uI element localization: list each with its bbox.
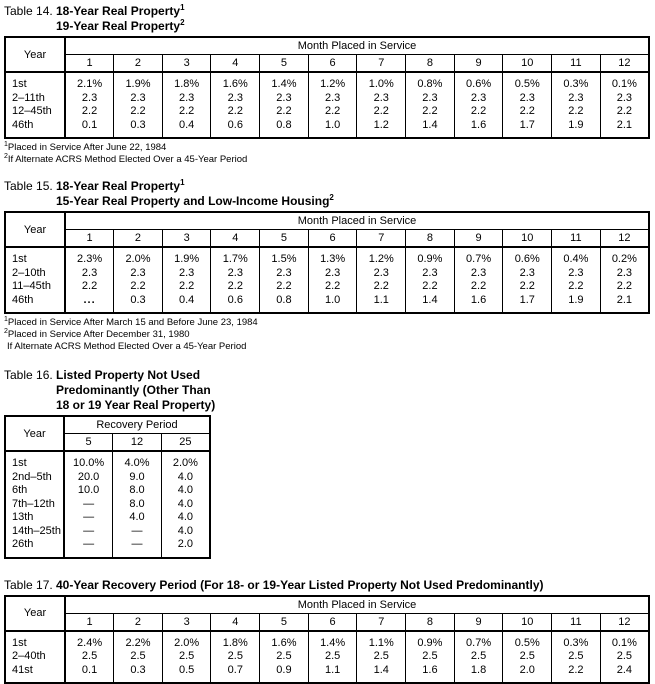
table-title-line: 15-Year Real Property and Low-Income Housing$^2$	[56, 194, 334, 209]
value-cell: 2.3	[600, 267, 649, 281]
value-cell: 0.9%	[406, 247, 455, 267]
table-row	[5, 294, 649, 314]
value-cell: 0.1%	[600, 72, 649, 92]
value-cell: 0.3%	[552, 631, 601, 651]
value-cell: 2.5	[454, 650, 503, 664]
value-cell: 8.0	[113, 498, 162, 512]
table-row	[5, 267, 649, 281]
value-cell: 2.0	[161, 538, 210, 558]
value-cell: 0.2%	[600, 247, 649, 267]
column-header: 9	[454, 230, 503, 248]
table15-footnotes	[4, 317, 651, 353]
value-cell: 2.2	[357, 105, 406, 119]
table-row	[5, 538, 210, 558]
table17-header	[5, 596, 649, 631]
value-cell: 1.1	[308, 664, 357, 684]
column-header: 6	[308, 230, 357, 248]
table-title-line: 18-Year Real Property$^1$	[56, 179, 334, 194]
value-cell: 2.5	[357, 650, 406, 664]
value-cell: 10.0%	[64, 451, 113, 471]
value-cell: 2.2	[406, 280, 455, 294]
table17-body	[5, 631, 649, 684]
value-cell: —	[113, 538, 162, 558]
column-header: 2	[114, 230, 163, 248]
column-header: 6	[308, 55, 357, 73]
table-row	[5, 451, 210, 471]
value-cell: 1.1	[357, 294, 406, 314]
column-header: 12	[600, 55, 649, 73]
value-cell: 1.9	[552, 119, 601, 139]
year-label: 1st	[5, 451, 64, 471]
year-label: 1st	[5, 247, 65, 267]
table15-header	[5, 212, 649, 247]
footnote: $^1$Placed in Service After June 22, 1984	[4, 142, 651, 154]
value-cell: 2.3	[357, 92, 406, 106]
value-cell: 1.4%	[260, 72, 309, 92]
value-cell: 0.6	[211, 119, 260, 139]
value-cell: 1.9	[552, 294, 601, 314]
value-cell: 0.3%	[552, 72, 601, 92]
value-cell: 2.2	[503, 105, 552, 119]
value-cell: 2.2	[357, 280, 406, 294]
table17-label: Table 17.	[4, 578, 50, 593]
value-cell: 2.4	[600, 664, 649, 684]
year-label: 11–45th	[5, 280, 65, 294]
group-header-row	[5, 37, 649, 55]
value-cell: 2.2	[454, 280, 503, 294]
value-cell: 2.2	[503, 280, 552, 294]
table14-section	[4, 4, 651, 166]
value-cell: 2.2	[211, 105, 260, 119]
value-cell: 2.2	[308, 280, 357, 294]
value-cell: —	[64, 511, 113, 525]
column-header: 2	[114, 613, 163, 631]
value-cell: 2.3	[114, 92, 163, 106]
table-row	[5, 280, 649, 294]
value-cell: 2.5	[211, 650, 260, 664]
footnote: $^1$Placed in Service After March 15 and Before June 23, 1984	[4, 317, 651, 329]
value-cell: 2.5	[162, 650, 211, 664]
value-cell: 2.2	[114, 105, 163, 119]
value-cell: 2.3	[211, 267, 260, 281]
value-cell: 0.6%	[454, 72, 503, 92]
footnote: $^2$If Alternate ACRS Method Elected Over a 45-Year Period	[4, 154, 651, 166]
value-cell: 2.5	[308, 650, 357, 664]
value-cell: 10.0	[64, 484, 113, 498]
table-row	[5, 471, 210, 485]
column-header: 1	[65, 230, 114, 248]
value-cell: 2.3	[503, 92, 552, 106]
column-header: 4	[211, 55, 260, 73]
value-cell: 1.6	[454, 119, 503, 139]
column-header: 7	[357, 55, 406, 73]
column-header: 11	[552, 230, 601, 248]
value-cell: 8.0	[113, 484, 162, 498]
value-cell: 2.0%	[161, 451, 210, 471]
table15-title-lines	[56, 179, 334, 209]
value-cell: 2.3	[65, 267, 114, 281]
value-cell: 4.0	[113, 511, 162, 525]
table-row	[5, 72, 649, 92]
year-label: 14th–25th	[5, 525, 64, 539]
value-cell: 2.3	[406, 92, 455, 106]
value-cell: 2.2	[65, 105, 114, 119]
table-row	[5, 498, 210, 512]
title-footnote-marker: 2	[180, 18, 184, 27]
value-cell: 1.3%	[308, 247, 357, 267]
value-cell: 1.2%	[308, 72, 357, 92]
table-title-line: Listed Property Not Used	[56, 368, 215, 383]
value-cell: 2.2	[211, 280, 260, 294]
value-cell: 2.5	[552, 650, 601, 664]
column-header-row	[5, 55, 649, 73]
table16-body	[5, 451, 210, 558]
table17-grid	[4, 595, 650, 684]
value-cell: 4.0	[161, 525, 210, 539]
value-cell: 2.4%	[65, 631, 114, 651]
value-cell: 2.5	[260, 650, 309, 664]
column-header: 11	[552, 55, 601, 73]
table-row	[5, 92, 649, 106]
table14-grid	[4, 36, 650, 139]
value-cell: 9.0	[113, 471, 162, 485]
value-cell: 0.8	[260, 119, 309, 139]
table-title-line: 19-Year Real Property$^2$	[56, 19, 185, 34]
table-title-line: 18-Year Real Property$^1$	[56, 4, 185, 19]
year-label: 7th–12th	[5, 498, 64, 512]
value-cell: 1.0	[308, 119, 357, 139]
value-cell: 1.6%	[211, 72, 260, 92]
value-cell: 2.2	[600, 105, 649, 119]
year-label: 2–11th	[5, 92, 65, 106]
table-row	[5, 119, 649, 139]
value-cell: 1.4	[357, 664, 406, 684]
value-cell: 2.3	[552, 92, 601, 106]
column-header: 3	[162, 230, 211, 248]
value-cell: 2.2	[454, 105, 503, 119]
value-cell: 0.6%	[503, 247, 552, 267]
column-header: 12	[600, 613, 649, 631]
value-cell: 0.1%	[600, 631, 649, 651]
table15-grid	[4, 211, 650, 314]
value-cell: 2.3	[114, 267, 163, 281]
column-header: 25	[161, 434, 210, 452]
year-label: 6th	[5, 484, 64, 498]
column-header: 12	[600, 230, 649, 248]
column-header: 1	[65, 55, 114, 73]
value-cell: ...	[65, 294, 114, 314]
column-header: 5	[260, 613, 309, 631]
value-cell: 2.5	[406, 650, 455, 664]
value-cell: 0.7	[211, 664, 260, 684]
year-label: 46th	[5, 294, 65, 314]
table15-label: Table 15.	[4, 179, 50, 194]
value-cell: 1.2	[357, 119, 406, 139]
column-header: 5	[64, 434, 113, 452]
column-header: 11	[552, 613, 601, 631]
value-cell: 1.1%	[357, 631, 406, 651]
value-cell: 0.5	[162, 664, 211, 684]
value-cell: 2.1%	[65, 72, 114, 92]
table14-header	[5, 37, 649, 72]
table16-title	[4, 368, 651, 413]
value-cell: 0.1	[65, 119, 114, 139]
footnote: If Alternate ACRS Method Elected Over a 45-Year Period	[4, 341, 651, 353]
value-cell: 0.3	[114, 664, 163, 684]
group-header: Month Placed in Service	[65, 37, 649, 55]
value-cell: 2.0%	[114, 247, 163, 267]
table16-header	[5, 416, 210, 451]
table-row	[5, 664, 649, 684]
title-footnote-marker: 1	[180, 178, 184, 187]
value-cell: 2.1	[600, 294, 649, 314]
value-cell: 2.2	[552, 105, 601, 119]
table-row	[5, 484, 210, 498]
value-cell: 2.5	[600, 650, 649, 664]
value-cell: 0.9%	[406, 631, 455, 651]
value-cell: 2.5	[114, 650, 163, 664]
column-header: 5	[260, 55, 309, 73]
column-header: 10	[503, 230, 552, 248]
value-cell: 1.0	[308, 294, 357, 314]
value-cell: —	[64, 538, 113, 558]
value-cell: 2.2	[406, 105, 455, 119]
year-label: 2nd–5th	[5, 471, 64, 485]
value-cell: 2.3	[162, 92, 211, 106]
table-row	[5, 525, 210, 539]
value-cell: 4.0	[161, 484, 210, 498]
value-cell: 2.3	[65, 92, 114, 106]
value-cell: 0.4	[162, 294, 211, 314]
value-cell: 1.2%	[357, 247, 406, 267]
table-title-line: Predominantly (Other Than	[56, 383, 215, 398]
table14-title	[4, 4, 651, 34]
table-title-line: 40-Year Recovery Period (For 18- or 19-Year Listed Property Not Used Predominantly)	[56, 578, 544, 593]
year-header: Year	[5, 212, 65, 247]
value-cell: 1.6	[406, 664, 455, 684]
value-cell: 2.3	[503, 267, 552, 281]
value-cell: 2.2	[600, 280, 649, 294]
table16-grid	[4, 415, 211, 559]
value-cell: 2.0	[503, 664, 552, 684]
title-footnote-marker: 2	[329, 193, 333, 202]
value-cell: 2.3	[260, 92, 309, 106]
table16-label: Table 16.	[4, 368, 50, 383]
value-cell: 2.2	[162, 280, 211, 294]
value-cell: —	[64, 525, 113, 539]
value-cell: 0.1	[65, 664, 114, 684]
table17-title	[4, 578, 651, 593]
value-cell: —	[64, 498, 113, 512]
value-cell: 1.6%	[260, 631, 309, 651]
year-label: 1st	[5, 72, 65, 92]
column-header: 9	[454, 55, 503, 73]
group-header: Month Placed in Service	[65, 596, 649, 614]
value-cell: 0.4	[162, 119, 211, 139]
value-cell: 4.0%	[113, 451, 162, 471]
year-label: 41st	[5, 664, 65, 684]
column-header-row	[5, 230, 649, 248]
column-header: 8	[406, 613, 455, 631]
footnote: $^2$Placed in Service After December 31, 1980	[4, 329, 651, 341]
table14-footnotes	[4, 142, 651, 166]
value-cell: 0.7%	[454, 247, 503, 267]
column-header: 1	[65, 613, 114, 631]
value-cell: 0.8%	[406, 72, 455, 92]
value-cell: 2.3	[308, 92, 357, 106]
column-header: 10	[503, 613, 552, 631]
value-cell: 0.7%	[454, 631, 503, 651]
value-cell: 4.0	[161, 471, 210, 485]
value-cell: 1.8%	[211, 631, 260, 651]
column-header: 3	[162, 55, 211, 73]
value-cell: 2.2	[552, 664, 601, 684]
value-cell: 2.3	[308, 267, 357, 281]
value-cell: 1.6	[454, 294, 503, 314]
value-cell: 2.2	[114, 280, 163, 294]
table15-body	[5, 247, 649, 313]
value-cell: 2.5	[65, 650, 114, 664]
group-header: Month Placed in Service	[65, 212, 649, 230]
value-cell: 0.5%	[503, 72, 552, 92]
group-header-row	[5, 416, 210, 434]
table-row	[5, 105, 649, 119]
value-cell: 1.8%	[162, 72, 211, 92]
year-label: 12–45th	[5, 105, 65, 119]
table17-title-lines	[56, 578, 544, 593]
value-cell: 1.7	[503, 119, 552, 139]
group-header: Recovery Period	[64, 416, 210, 434]
value-cell: 1.7%	[211, 247, 260, 267]
column-header: 3	[162, 613, 211, 631]
group-header-row	[5, 596, 649, 614]
year-label: 2–40th	[5, 650, 65, 664]
year-label: 1st	[5, 631, 65, 651]
value-cell: 2.3%	[65, 247, 114, 267]
value-cell: 1.4	[406, 119, 455, 139]
title-footnote-marker: 1	[180, 3, 184, 12]
value-cell: 4.0	[161, 498, 210, 512]
year-header: Year	[5, 37, 65, 72]
column-header: 10	[503, 55, 552, 73]
value-cell: 1.5%	[260, 247, 309, 267]
column-header: 8	[406, 230, 455, 248]
table17-section	[4, 578, 651, 684]
value-cell: 2.2	[162, 105, 211, 119]
column-header: 7	[357, 613, 406, 631]
year-label: 13th	[5, 511, 64, 525]
table-row	[5, 650, 649, 664]
value-cell: 2.2	[308, 105, 357, 119]
value-cell: 2.3	[406, 267, 455, 281]
value-cell: 2.0%	[162, 631, 211, 651]
value-cell: 4.0	[161, 511, 210, 525]
value-cell: 2.3	[552, 267, 601, 281]
value-cell: 1.8	[454, 664, 503, 684]
year-header: Year	[5, 596, 65, 631]
value-cell: 2.2%	[114, 631, 163, 651]
year-label: 2–10th	[5, 267, 65, 281]
value-cell: 1.4	[406, 294, 455, 314]
value-cell: 2.2	[552, 280, 601, 294]
table14-body	[5, 72, 649, 138]
table14-label: Table 14.	[4, 4, 50, 19]
value-cell: 2.3	[211, 92, 260, 106]
value-cell: 2.3	[357, 267, 406, 281]
table-row	[5, 631, 649, 651]
column-header: 9	[454, 613, 503, 631]
column-header: 7	[357, 230, 406, 248]
value-cell: —	[113, 525, 162, 539]
table16-section	[4, 368, 651, 559]
column-header: 4	[211, 613, 260, 631]
table15-title	[4, 179, 651, 209]
value-cell: 2.3	[454, 267, 503, 281]
value-cell: 2.3	[454, 92, 503, 106]
column-header: 12	[113, 434, 162, 452]
column-header: 4	[211, 230, 260, 248]
table14-title-lines	[56, 4, 185, 34]
value-cell: 1.0%	[357, 72, 406, 92]
column-header: 8	[406, 55, 455, 73]
value-cell: 1.9%	[114, 72, 163, 92]
table-row	[5, 247, 649, 267]
value-cell: 1.4%	[308, 631, 357, 651]
column-header: 5	[260, 230, 309, 248]
year-header: Year	[5, 416, 64, 451]
value-cell: 20.0	[64, 471, 113, 485]
value-cell: 2.5	[503, 650, 552, 664]
table-row	[5, 511, 210, 525]
value-cell: 2.1	[600, 119, 649, 139]
year-label: 26th	[5, 538, 64, 558]
value-cell: 2.3	[600, 92, 649, 106]
value-cell: 0.3	[114, 294, 163, 314]
value-cell: 0.8	[260, 294, 309, 314]
value-cell: 0.6	[211, 294, 260, 314]
value-cell: 0.4%	[552, 247, 601, 267]
value-cell: 2.3	[260, 267, 309, 281]
column-header: 6	[308, 613, 357, 631]
table15-section	[4, 179, 651, 353]
column-header-row	[5, 613, 649, 631]
value-cell: 0.5%	[503, 631, 552, 651]
value-cell: 2.3	[162, 267, 211, 281]
table-title-line: 18 or 19 Year Real Property)	[56, 398, 215, 413]
table16-title-lines	[56, 368, 215, 413]
value-cell: 1.7	[503, 294, 552, 314]
group-header-row	[5, 212, 649, 230]
value-cell: 0.3	[114, 119, 163, 139]
value-cell: 0.9	[260, 664, 309, 684]
column-header: 2	[114, 55, 163, 73]
value-cell: 2.2	[65, 280, 114, 294]
value-cell: 2.2	[260, 105, 309, 119]
value-cell: 2.2	[260, 280, 309, 294]
year-label: 46th	[5, 119, 65, 139]
value-cell: 1.9%	[162, 247, 211, 267]
